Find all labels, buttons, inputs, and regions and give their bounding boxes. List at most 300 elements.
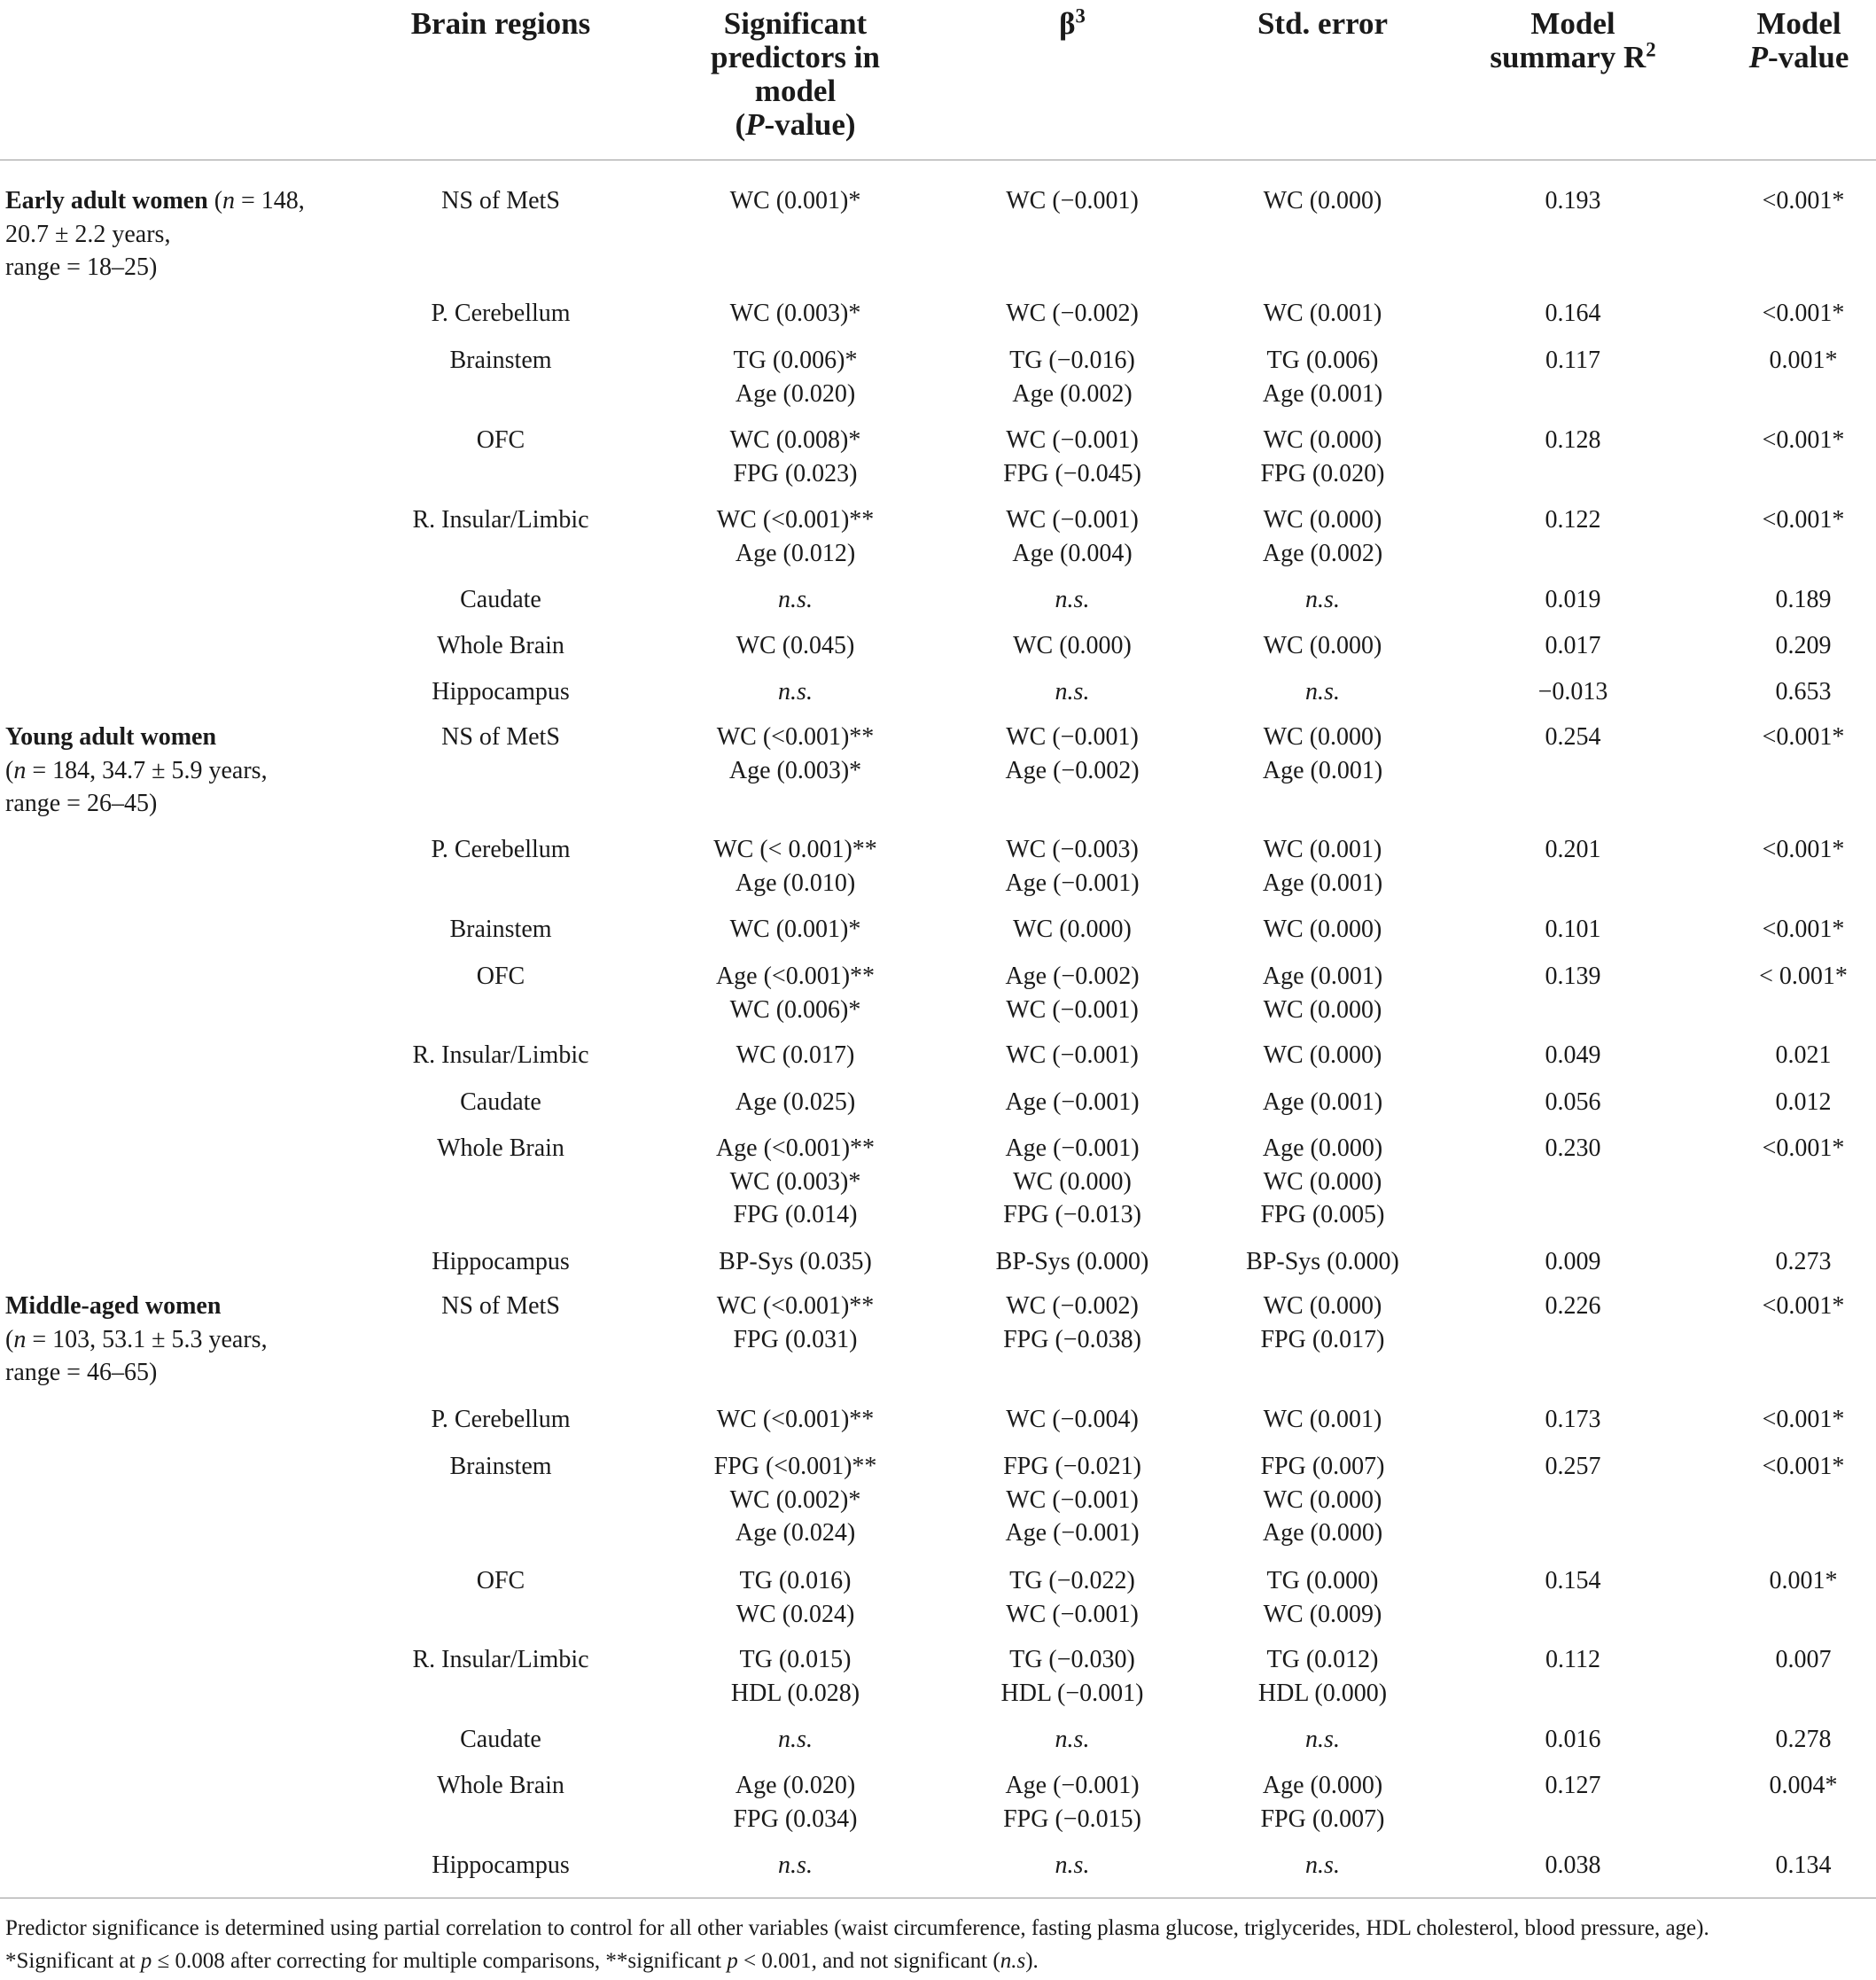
p-value-cell-line: 0.134 — [1775, 1851, 1832, 1879]
beta-cell-line: n.s. — [1055, 586, 1090, 613]
predictors-cell-line: Age (<0.001)** — [715, 963, 876, 990]
r2-cell — [1462, 1643, 1684, 1677]
beta-cell-line: WC (−0.001) — [1006, 1041, 1139, 1069]
brain-region-cell — [372, 1643, 629, 1677]
beta-cell-line: Age (−0.001) — [1005, 1772, 1140, 1799]
brain-region-cell — [372, 1245, 629, 1279]
beta-cell-line: Age (−0.001) — [1005, 1088, 1140, 1116]
p-value-cell-line: 0.653 — [1775, 678, 1832, 705]
r2-cell — [1462, 1039, 1684, 1072]
header-std-error: Std. error — [1257, 6, 1389, 41]
brain-region-cell-line: OFC — [476, 963, 525, 990]
beta-cell — [984, 1086, 1161, 1119]
std-error-cell — [1214, 960, 1431, 1026]
beta-cell — [984, 1643, 1161, 1710]
brain-region-cell-line: R. Insular/Limbic — [412, 1646, 589, 1673]
predictors-cell — [656, 424, 935, 490]
std-error-cell-line: TG (0.000) — [1266, 1567, 1379, 1594]
beta-cell-line: Age (0.002) — [1012, 379, 1133, 408]
p-value-cell — [1710, 1564, 1876, 1598]
std-error-cell-line: WC (0.000) — [1263, 632, 1382, 659]
p-value-cell — [1710, 1450, 1876, 1484]
beta-cell — [984, 960, 1161, 1026]
predictors-cell-line: HDL (0.028) — [730, 1679, 860, 1707]
std-error-cell-line: WC (0.000) — [1263, 506, 1382, 534]
p-value-cell — [1710, 1403, 1876, 1437]
p-value-cell — [1710, 297, 1876, 331]
p-value-cell — [1710, 583, 1876, 617]
p-value-cell — [1710, 1849, 1876, 1883]
predictors-cell — [656, 1403, 935, 1437]
r2-cell-line: 0.127 — [1545, 1772, 1601, 1799]
std-error-cell-line: HDL (0.000) — [1257, 1679, 1388, 1707]
beta-cell — [984, 913, 1161, 947]
predictors-cell-line: TG (0.015) — [739, 1646, 852, 1673]
std-error-cell-line: WC (0.000) — [1263, 426, 1382, 454]
brain-region-cell-line: OFC — [476, 426, 525, 454]
predictors-cell-line: Age (0.010) — [735, 869, 856, 897]
std-error-cell-line: n.s. — [1305, 586, 1340, 613]
beta-cell-line: WC (0.000) — [1013, 632, 1132, 659]
std-error-cell — [1214, 184, 1431, 218]
r2-cell — [1462, 1290, 1684, 1323]
std-error-cell — [1214, 297, 1431, 331]
predictors-cell — [656, 297, 935, 331]
beta-cell — [984, 297, 1161, 331]
brain-region-cell — [372, 1039, 629, 1072]
predictors-cell-line: WC (<0.001)** — [716, 1406, 875, 1433]
predictors-cell — [656, 1039, 935, 1072]
predictors-cell — [656, 629, 935, 663]
beta-cell-line: TG (−0.022) — [1009, 1567, 1135, 1594]
brain-region-cell-line: Brainstem — [449, 347, 552, 374]
beta-cell — [984, 344, 1161, 410]
beta-cell-line: WC (0.000) — [1013, 916, 1132, 943]
p-value-cell-line: <0.001* — [1762, 506, 1845, 534]
std-error-cell-line: WC (0.001) — [1263, 1406, 1382, 1433]
p-value-cell-line: 0.007 — [1775, 1646, 1832, 1673]
r2-cell — [1462, 833, 1684, 867]
std-error-cell-line: WC (0.001) — [1263, 300, 1382, 327]
std-error-cell — [1214, 1849, 1431, 1883]
beta-cell — [984, 424, 1161, 490]
beta-cell-line: WC (−0.001) — [1006, 1485, 1139, 1514]
beta-cell — [984, 503, 1161, 570]
brain-region-cell-line: Caudate — [460, 586, 541, 613]
p-value-cell-line: 0.001* — [1769, 347, 1838, 374]
beta-cell — [984, 1039, 1161, 1072]
std-error-cell — [1214, 833, 1431, 900]
predictors-cell-line: FPG (0.034) — [733, 1805, 858, 1833]
brain-region-cell — [372, 1849, 629, 1883]
brain-region-cell — [372, 1086, 629, 1119]
std-error-cell-line: WC (0.000) — [1263, 1167, 1382, 1196]
std-error-cell-line: FPG (0.020) — [1260, 459, 1385, 487]
brain-region-cell — [372, 1723, 629, 1757]
brain-region-cell — [372, 1769, 629, 1803]
std-error-cell — [1214, 1086, 1431, 1119]
predictors-cell-line: WC (0.024) — [736, 1600, 855, 1628]
beta-cell — [984, 629, 1161, 663]
p-value-cell — [1710, 184, 1876, 218]
beta-cell-line: WC (0.000) — [1013, 1167, 1132, 1196]
std-error-cell-line: WC (0.000) — [1263, 723, 1382, 751]
r2-cell-line: 0.173 — [1545, 1406, 1601, 1433]
std-error-cell-line: Age (0.000) — [1262, 1519, 1383, 1547]
r2-cell-line: 0.049 — [1545, 1041, 1601, 1069]
predictors-cell-line: Age (0.020) — [735, 379, 856, 408]
beta-cell-line: WC (−0.001) — [1006, 506, 1139, 534]
r2-cell — [1462, 344, 1684, 378]
r2-cell — [1462, 1403, 1684, 1437]
p-value-cell-line: <0.001* — [1762, 300, 1845, 327]
r2-cell-line: 0.226 — [1545, 1292, 1601, 1320]
predictors-cell-line: n.s. — [778, 1726, 813, 1753]
std-error-cell-line: Age (0.001) — [1262, 963, 1383, 990]
predictors-cell — [656, 913, 935, 947]
beta-cell — [984, 721, 1161, 787]
std-error-cell-line: WC (0.000) — [1263, 995, 1382, 1024]
predictors-cell — [656, 1450, 935, 1550]
predictors-cell-line: WC (0.045) — [736, 632, 855, 659]
std-error-cell — [1214, 1450, 1431, 1550]
r2-cell — [1462, 960, 1684, 994]
std-error-cell-line: TG (0.012) — [1266, 1646, 1379, 1673]
predictors-cell-line: FPG (0.023) — [733, 459, 858, 487]
brain-region-cell — [372, 297, 629, 331]
p-value-cell — [1710, 1086, 1876, 1119]
predictors-cell — [656, 1769, 935, 1836]
predictors-cell — [656, 1245, 935, 1279]
p-value-cell-line: 0.189 — [1775, 586, 1832, 613]
p-value-cell — [1710, 1290, 1876, 1323]
r2-cell — [1462, 1132, 1684, 1165]
beta-cell — [984, 1290, 1161, 1356]
p-value-cell-line: <0.001* — [1762, 836, 1845, 863]
predictors-cell — [656, 960, 935, 1026]
p-value-cell-line: 0.278 — [1775, 1726, 1832, 1753]
beta-cell-line: WC (−0.002) — [1006, 1292, 1139, 1320]
r2-cell-line: 0.122 — [1545, 506, 1601, 534]
p-value-cell-line: 0.273 — [1775, 1248, 1832, 1275]
std-error-cell — [1214, 503, 1431, 570]
r2-cell-line: 0.112 — [1545, 1646, 1600, 1673]
beta-cell — [984, 833, 1161, 900]
brain-region-cell-line: NS of MetS — [441, 187, 560, 214]
beta-cell — [984, 1564, 1161, 1631]
brain-region-cell-line: Whole Brain — [437, 632, 564, 659]
r2-cell — [1462, 1849, 1684, 1883]
predictors-cell — [656, 675, 935, 709]
p-value-cell — [1710, 1132, 1876, 1165]
beta-cell-line: FPG (−0.013) — [1003, 1201, 1141, 1228]
p-value-cell — [1710, 1245, 1876, 1279]
p-value-cell — [1710, 913, 1876, 947]
header-brain-regions: Brain regions — [410, 6, 591, 41]
p-value-cell — [1710, 833, 1876, 867]
p-value-cell — [1710, 960, 1876, 994]
group-young-adult: Young adult women (n = 184, 34.7 ± 5.9 years, range = 26–45) — [5, 723, 268, 817]
brain-region-cell — [372, 913, 629, 947]
std-error-cell-line: Age (0.001) — [1262, 1088, 1383, 1116]
predictors-cell-line: WC (0.002)* — [729, 1485, 861, 1514]
brain-region-cell-line: Hippocampus — [432, 1248, 570, 1275]
std-error-cell-line: WC (0.001) — [1263, 836, 1382, 863]
std-error-cell-line: WC (0.000) — [1263, 1041, 1382, 1069]
std-error-cell-line: Age (0.000) — [1262, 1134, 1383, 1162]
beta-cell-line: TG (−0.030) — [1009, 1646, 1135, 1673]
std-error-cell-line: Age (0.000) — [1262, 1772, 1383, 1799]
beta-cell-line: WC (−0.001) — [1006, 995, 1139, 1024]
beta-cell-line: n.s. — [1055, 1851, 1090, 1879]
std-error-cell-line: WC (0.000) — [1263, 187, 1382, 214]
brain-region-cell — [372, 629, 629, 663]
predictors-cell — [656, 1643, 935, 1710]
predictors-cell-line: WC (0.008)* — [729, 426, 861, 454]
beta-cell-line: BP-Sys (0.000) — [995, 1248, 1149, 1275]
predictors-cell-line: BP-Sys (0.035) — [719, 1248, 872, 1275]
std-error-cell — [1214, 1643, 1431, 1710]
r2-cell — [1462, 184, 1684, 218]
brain-region-cell-line: Whole Brain — [437, 1134, 564, 1162]
predictors-cell-line: Age (0.024) — [735, 1519, 856, 1547]
predictors-cell — [656, 721, 935, 787]
predictors-cell — [656, 1723, 935, 1757]
std-error-cell — [1214, 583, 1431, 617]
p-value-cell-line: <0.001* — [1762, 426, 1845, 454]
std-error-cell — [1214, 721, 1431, 787]
p-value-cell-line: <0.001* — [1762, 1406, 1845, 1433]
r2-cell-line: 0.139 — [1545, 963, 1601, 990]
r2-cell — [1462, 721, 1684, 754]
r2-cell-line: 0.016 — [1545, 1726, 1601, 1753]
beta-cell-line: n.s. — [1055, 1726, 1090, 1753]
header-beta: $\beta^3$ — [1059, 4, 1086, 41]
beta-cell-line: FPG (−0.021) — [1003, 1453, 1141, 1480]
predictors-cell-line: n.s. — [778, 678, 813, 705]
beta-cell-line: WC (−0.001) — [1006, 426, 1139, 454]
std-error-cell-line: n.s. — [1305, 1726, 1340, 1753]
r2-cell-line: 0.101 — [1545, 916, 1601, 943]
brain-region-cell-line: Brainstem — [449, 1453, 552, 1480]
r2-cell — [1462, 424, 1684, 457]
r2-cell-line: 0.009 — [1545, 1248, 1601, 1275]
brain-region-cell-line: Caudate — [460, 1726, 541, 1753]
r2-cell — [1462, 675, 1684, 709]
brain-region-cell — [372, 721, 629, 754]
r2-cell-line: 0.038 — [1545, 1851, 1601, 1879]
std-error-cell-line: TG (0.006) — [1266, 347, 1379, 374]
std-error-cell — [1214, 344, 1431, 410]
brain-region-cell — [372, 1450, 629, 1484]
r2-cell-line: 0.230 — [1545, 1134, 1601, 1162]
brain-region-cell — [372, 184, 629, 218]
predictors-cell — [656, 184, 935, 218]
r2-cell-line: 0.257 — [1545, 1453, 1601, 1480]
p-value-cell — [1710, 1643, 1876, 1677]
r2-cell-line: 0.128 — [1545, 426, 1601, 454]
p-value-cell-line: <0.001* — [1762, 187, 1845, 214]
predictors-cell-line: WC (<0.001)** — [716, 506, 875, 534]
r2-cell-line: −0.013 — [1537, 678, 1608, 705]
r2-cell — [1462, 297, 1684, 331]
predictors-cell-line: WC (0.003)* — [729, 300, 861, 327]
predictors-cell-line: WC (< 0.001)** — [713, 836, 877, 863]
beta-cell-line: WC (−0.004) — [1006, 1406, 1139, 1433]
std-error-cell — [1214, 424, 1431, 490]
predictors-cell — [656, 1849, 935, 1883]
predictors-cell-line: Age (0.025) — [735, 1088, 856, 1116]
predictors-cell-line: n.s. — [778, 1851, 813, 1879]
beta-cell-line: FPG (−0.038) — [1003, 1325, 1141, 1353]
brain-region-cell — [372, 503, 629, 537]
predictors-cell-line: TG (0.016) — [739, 1567, 852, 1594]
predictors-cell-line: WC (0.006)* — [729, 995, 861, 1024]
p-value-cell-line: <0.001* — [1762, 723, 1845, 751]
p-value-cell-line: 0.209 — [1775, 632, 1832, 659]
beta-cell-line: TG (−0.016) — [1009, 347, 1135, 374]
beta-cell — [984, 675, 1161, 709]
r2-cell — [1462, 1769, 1684, 1803]
predictors-cell-line: WC (0.017) — [736, 1041, 855, 1069]
beta-cell-line: WC (−0.001) — [1006, 187, 1139, 214]
r2-cell — [1462, 1564, 1684, 1598]
beta-cell-line: FPG (−0.015) — [1003, 1805, 1141, 1833]
beta-cell-line: FPG (−0.045) — [1003, 459, 1141, 487]
p-value-cell-line: 0.004* — [1769, 1772, 1838, 1799]
header-model-p-value: Model P-value — [1748, 6, 1849, 74]
p-value-cell — [1710, 1769, 1876, 1803]
brain-region-cell — [372, 583, 629, 617]
std-error-cell — [1214, 1769, 1431, 1836]
beta-cell — [984, 1403, 1161, 1437]
std-error-cell-line: FPG (0.007) — [1260, 1805, 1385, 1833]
beta-cell-line: WC (−0.002) — [1006, 300, 1139, 327]
brain-region-cell-line: Whole Brain — [437, 1772, 564, 1799]
p-value-cell-line: 0.012 — [1775, 1088, 1832, 1116]
std-error-cell — [1214, 1245, 1431, 1279]
r2-cell-line: 0.193 — [1545, 187, 1601, 214]
p-value-cell — [1710, 503, 1876, 537]
std-error-cell — [1214, 1132, 1431, 1232]
std-error-cell-line: Age (0.001) — [1262, 756, 1383, 784]
predictors-cell-line: WC (<0.001)** — [716, 723, 875, 751]
std-error-cell-line: n.s. — [1305, 678, 1340, 705]
predictors-cell-line: WC (0.003)* — [729, 1167, 861, 1196]
r2-cell — [1462, 1245, 1684, 1279]
std-error-cell — [1214, 913, 1431, 947]
beta-cell — [984, 1450, 1161, 1550]
std-error-cell — [1214, 1403, 1431, 1437]
predictors-cell — [656, 344, 935, 410]
std-error-cell — [1214, 1564, 1431, 1631]
beta-cell — [984, 1723, 1161, 1757]
std-error-cell-line: WC (0.000) — [1263, 1292, 1382, 1320]
p-value-cell — [1710, 629, 1876, 663]
brain-region-cell-line: R. Insular/Limbic — [412, 1041, 589, 1069]
predictors-cell-line: n.s. — [778, 586, 813, 613]
brain-region-cell-line: P. Cerebellum — [431, 836, 571, 863]
brain-region-cell-line: NS of MetS — [441, 1292, 560, 1320]
predictors-cell — [656, 1132, 935, 1232]
p-value-cell-line: <0.001* — [1762, 1134, 1845, 1162]
brain-region-cell — [372, 1290, 629, 1323]
predictors-cell-line: FPG (<0.001)** — [713, 1453, 877, 1480]
group-early-adult: Early adult women (n = 148, 20.7 ± 2.2 years, range = 18–25) — [5, 187, 305, 281]
brain-region-cell — [372, 833, 629, 867]
std-error-cell-line: WC (0.000) — [1263, 916, 1382, 943]
p-value-cell — [1710, 1039, 1876, 1072]
predictors-cell — [656, 1564, 935, 1631]
std-error-cell — [1214, 629, 1431, 663]
beta-cell-line: Age (−0.002) — [1005, 756, 1140, 784]
group-middle-aged: Middle-aged women (n = 103, 53.1 ± 5.3 years, range = 46–65) — [5, 1292, 268, 1386]
beta-cell-line: Age (−0.001) — [1005, 1519, 1140, 1547]
brain-region-cell — [372, 960, 629, 994]
std-error-cell — [1214, 1039, 1431, 1072]
r2-cell-line: 0.164 — [1545, 300, 1601, 327]
r2-cell — [1462, 629, 1684, 663]
brain-region-cell — [372, 1403, 629, 1437]
brain-region-cell — [372, 1564, 629, 1598]
beta-cell-line: Age (−0.002) — [1005, 963, 1140, 990]
predictors-cell — [656, 1290, 935, 1356]
predictors-cell-line: Age (0.003)* — [728, 756, 862, 784]
brain-region-cell-line: OFC — [476, 1567, 525, 1594]
std-error-cell-line: WC (0.009) — [1263, 1600, 1382, 1628]
std-error-cell-line: WC (0.000) — [1263, 1485, 1382, 1514]
p-value-cell — [1710, 344, 1876, 378]
predictors-cell — [656, 833, 935, 900]
beta-cell-line: n.s. — [1055, 678, 1090, 705]
brain-region-cell-line: P. Cerebellum — [431, 1406, 571, 1433]
r2-cell — [1462, 1450, 1684, 1484]
beta-cell-line: Age (−0.001) — [1005, 1134, 1140, 1162]
r2-cell — [1462, 503, 1684, 537]
std-error-cell-line: Age (0.001) — [1262, 379, 1383, 408]
p-value-cell — [1710, 1723, 1876, 1757]
r2-cell — [1462, 1723, 1684, 1757]
header-significant-predictors: Significant predictors in model (P-value) — [711, 6, 880, 142]
beta-cell-line: Age (−0.001) — [1005, 869, 1140, 897]
predictors-cell-line: Age (<0.001)** — [715, 1134, 876, 1162]
brain-region-cell-line: R. Insular/Limbic — [412, 506, 589, 534]
footnote-2: *Significant at p ≤ 0.008 after correcting for multiple comparisons, **significant p < 0.001, and not significant (n.s). — [5, 1949, 1039, 1973]
predictors-cell-line: FPG (0.031) — [733, 1325, 858, 1353]
brain-region-cell-line: Brainstem — [449, 916, 552, 943]
std-error-cell — [1214, 1723, 1431, 1757]
predictors-cell-line: WC (0.001)* — [729, 187, 861, 214]
beta-cell — [984, 583, 1161, 617]
std-error-cell-line: BP-Sys (0.000) — [1246, 1248, 1399, 1275]
r2-cell — [1462, 913, 1684, 947]
beta-cell-line: WC (−0.001) — [1006, 723, 1139, 751]
r2-cell — [1462, 583, 1684, 617]
brain-region-cell-line: Caudate — [460, 1088, 541, 1116]
p-value-cell-line: <0.001* — [1762, 916, 1845, 943]
p-value-cell — [1710, 675, 1876, 709]
std-error-cell-line: n.s. — [1305, 1851, 1340, 1879]
p-value-cell-line: 0.021 — [1775, 1041, 1832, 1069]
brain-region-cell — [372, 344, 629, 378]
header-model-summary-r2: Model summary $R^2$ — [1490, 6, 1656, 74]
p-value-cell — [1710, 424, 1876, 457]
brain-region-cell-line: Hippocampus — [432, 678, 570, 705]
std-error-cell-line: Age (0.002) — [1262, 539, 1383, 567]
p-value-cell-line: 0.001* — [1769, 1567, 1838, 1594]
predictors-cell-line: TG (0.006)* — [733, 347, 858, 374]
predictors-cell-line: WC (<0.001)** — [716, 1292, 875, 1320]
